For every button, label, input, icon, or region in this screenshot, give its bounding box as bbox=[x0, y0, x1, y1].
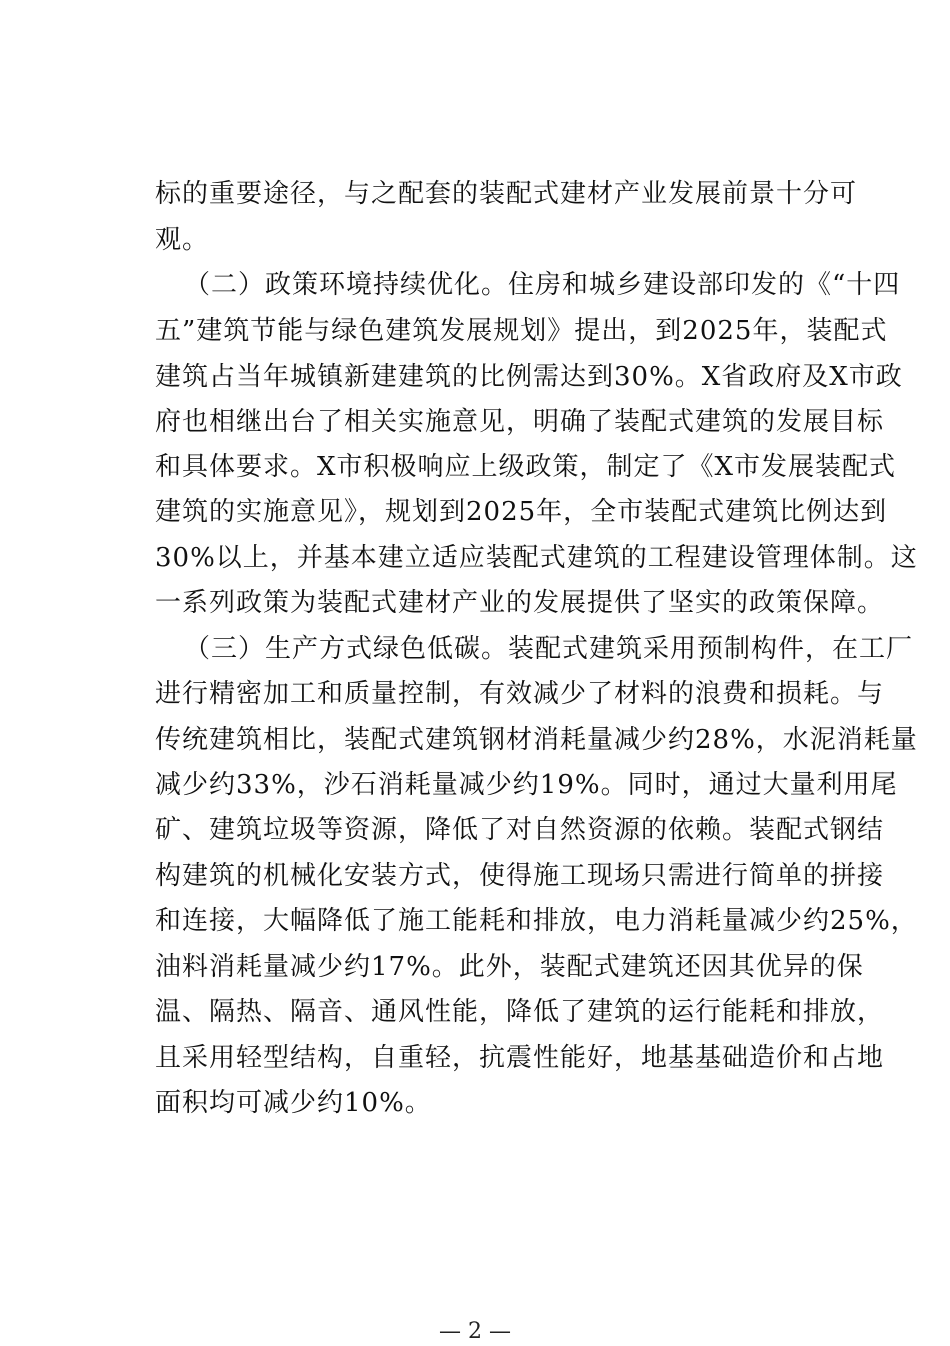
text-line: 油料消耗量减少约17%。此外，装配式建筑还因其优异的保 bbox=[155, 952, 864, 982]
section-heading-line: （三）生产方式绿色低碳。装配式建筑采用预制构件，在工厂 bbox=[184, 634, 914, 664]
text-line: 面积均可减少约10%。 bbox=[155, 1088, 432, 1118]
text-line: 进行精密加工和质量控制，有效减少了材料的浪费和损耗。与 bbox=[155, 679, 885, 709]
text-line: 且采用轻型结构，自重轻，抗震性能好，地基基础造价和占地 bbox=[155, 1043, 885, 1073]
text-line: 温、隔热、隔音、通风性能，降低了建筑的运行能耗和排放， bbox=[155, 997, 885, 1027]
text-line: 和具体要求。X市积极响应上级政策，制定了《X市发展装配式 bbox=[155, 452, 897, 482]
text-line: 标的重要途径，与之配套的装配式建材产业发展前景十分可 bbox=[155, 179, 858, 209]
section-heading-line: （二）政策环境持续优化。住房和城乡建设部印发的《“十四 bbox=[184, 270, 901, 300]
text-line: 和连接，大幅降低了施工能耗和排放，电力消耗量减少约25%， bbox=[155, 906, 918, 936]
text-line: 矿、建筑垃圾等资源，降低了对自然资源的依赖。装配式钢结 bbox=[155, 815, 885, 845]
text-line: 观。 bbox=[155, 225, 210, 255]
text-line: 建筑占当年城镇新建建筑的比例需达到30%。X省政府及X市政 bbox=[155, 362, 903, 392]
text-line: 建筑的实施意见》，规划到2025年，全市装配式建筑比例达到 bbox=[155, 497, 888, 527]
text-line: 构建筑的机械化安装方式，使得施工现场只需进行简单的拼接 bbox=[155, 861, 885, 891]
text-line: 府也相继出台了相关实施意见，明确了装配式建筑的发展目标 bbox=[155, 407, 885, 437]
text-line: 传统建筑相比，装配式建筑钢材消耗量减少约28%，水泥消耗量 bbox=[155, 725, 918, 755]
text-line: 减少约33%，沙石消耗量减少约19%。同时，通过大量利用尾 bbox=[155, 770, 898, 800]
text-line: 30%以上，并基本建立适应装配式建筑的工程建设管理体制。这 bbox=[155, 543, 918, 573]
text-line: 一系列政策为装配式建材产业的发展提供了坚实的政策保障。 bbox=[155, 588, 885, 618]
text-line: 五”建筑节能与绿色建筑发展规划》提出，到2025年，装配式 bbox=[155, 316, 888, 346]
page-number: — 2 — bbox=[439, 1319, 511, 1344]
